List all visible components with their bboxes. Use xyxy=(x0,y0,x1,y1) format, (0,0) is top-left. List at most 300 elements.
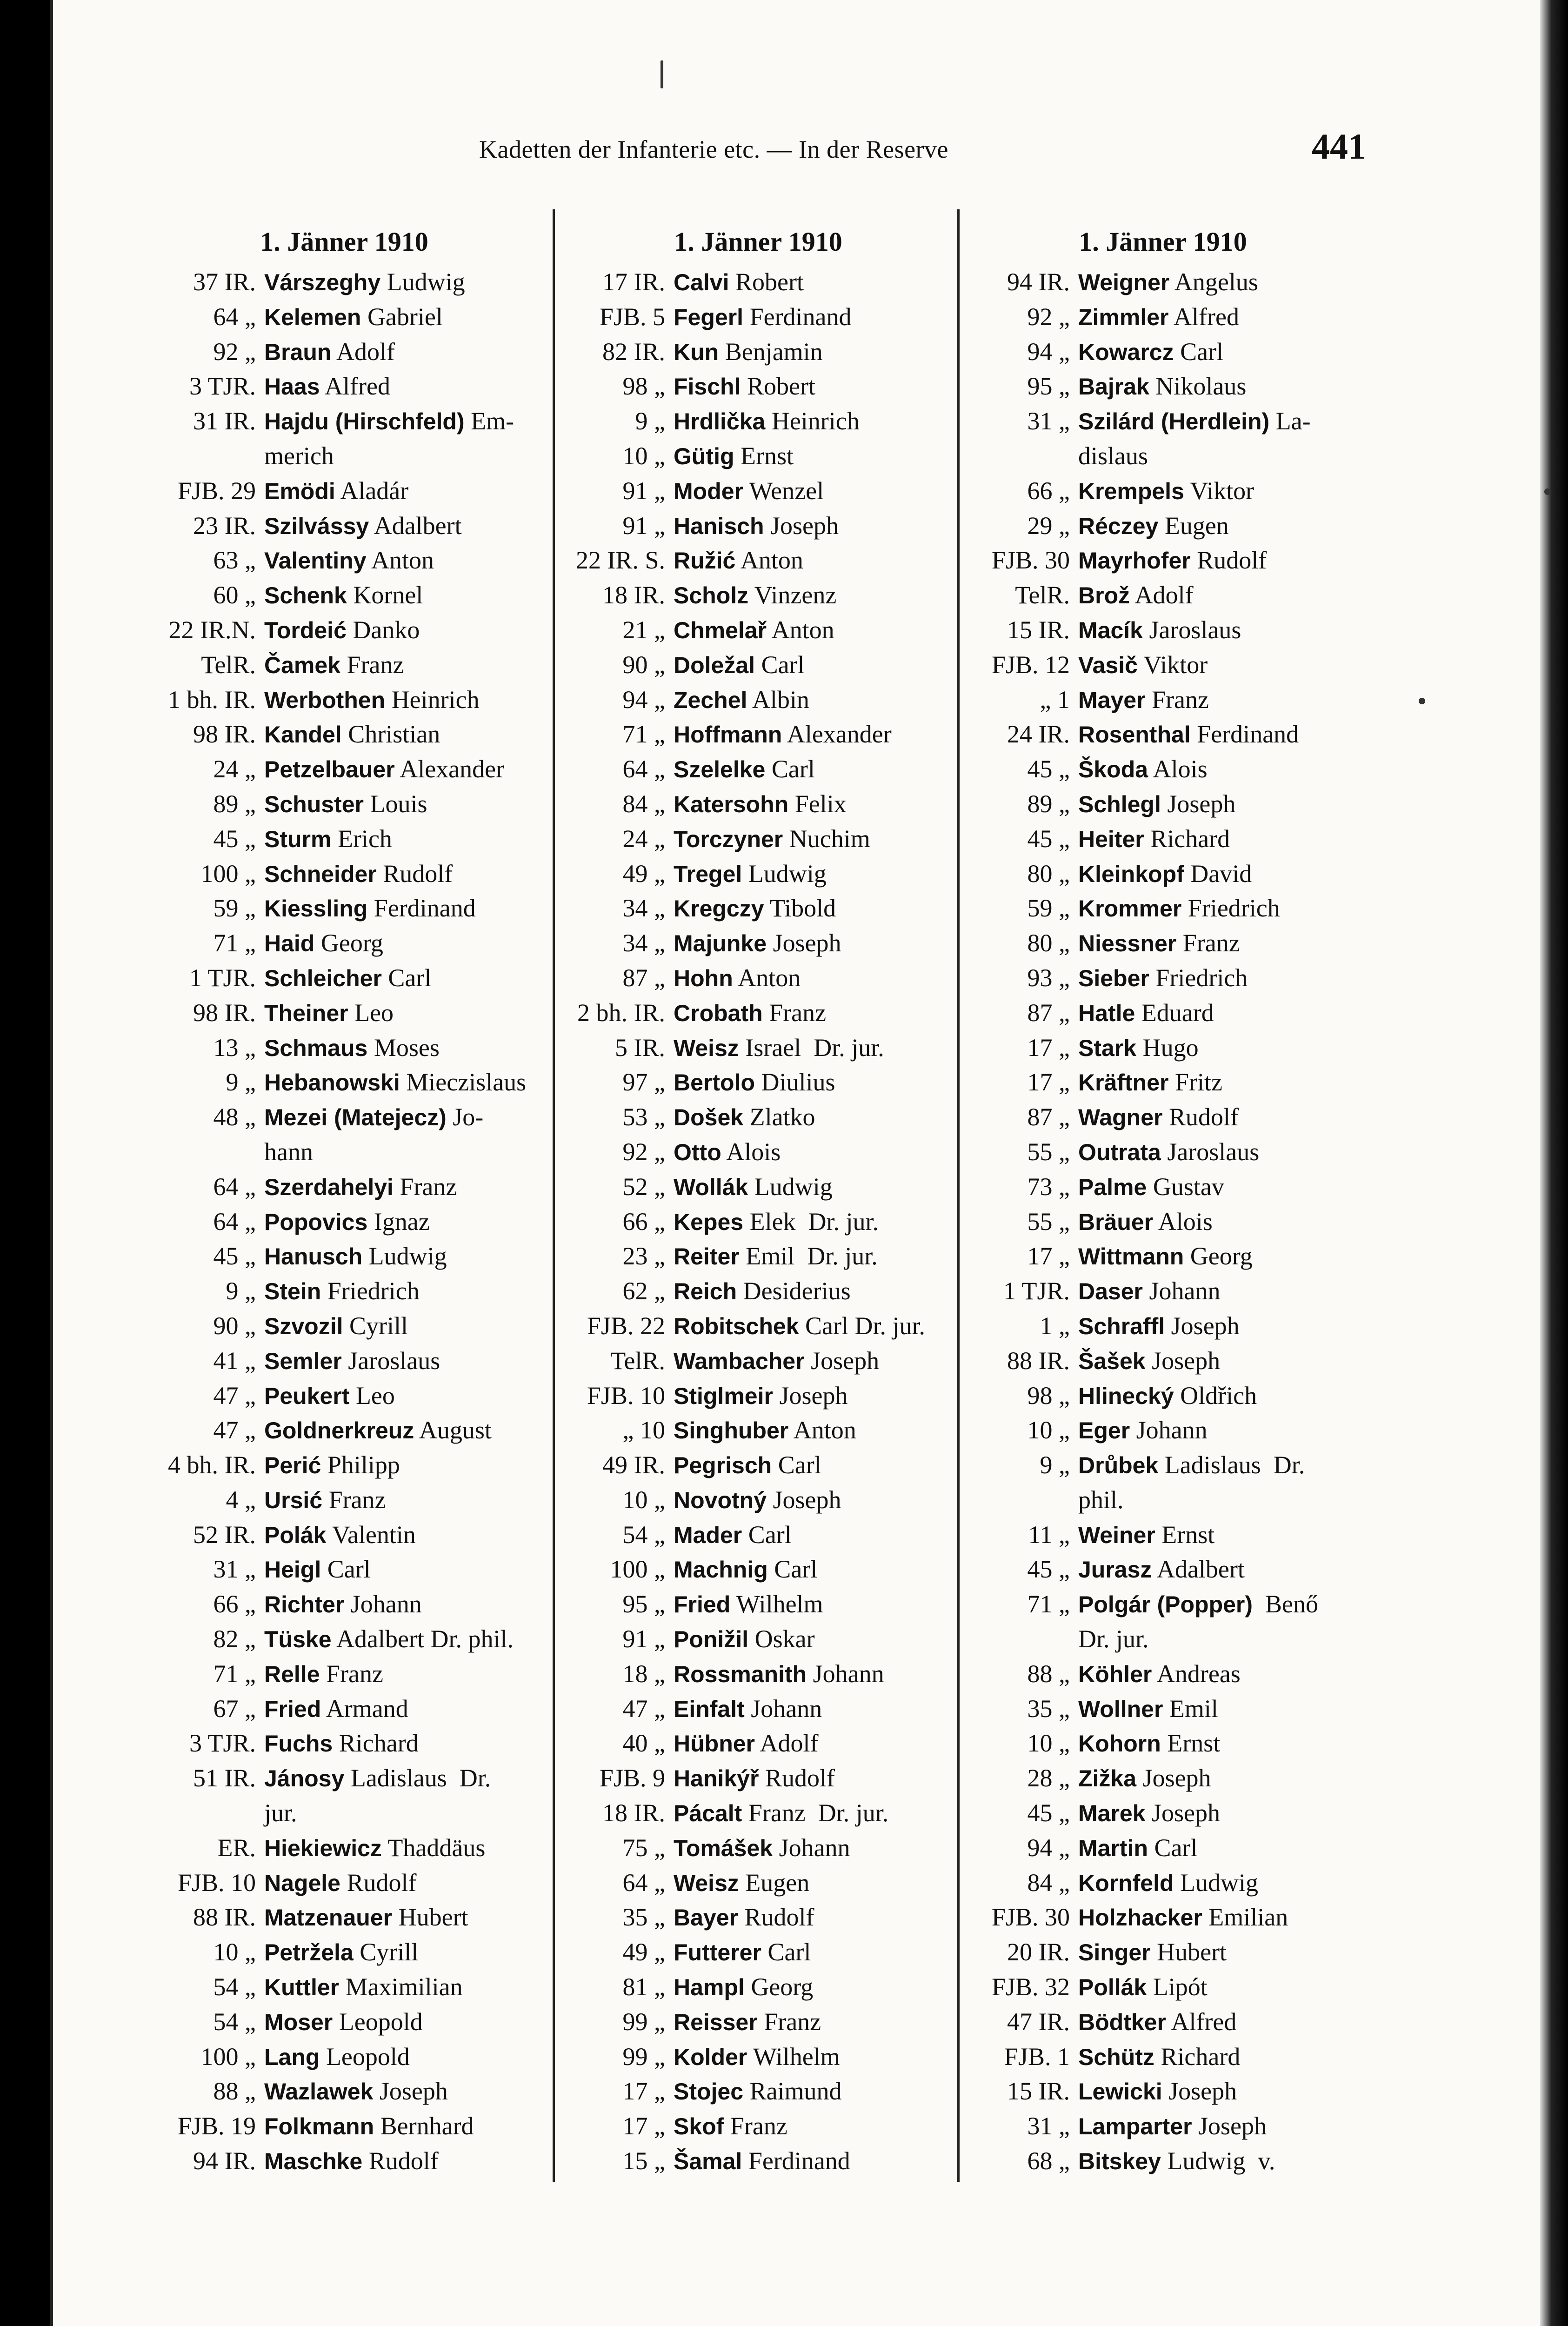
surname: Petzelbauer xyxy=(264,756,395,783)
person-name xyxy=(1078,891,1358,926)
given-name: Rudolf xyxy=(738,1903,814,1932)
column-1 xyxy=(153,219,535,2179)
regiment-label: 55 „ xyxy=(1027,1137,1070,1166)
list-item xyxy=(563,822,954,857)
regiment-label: 66 „ xyxy=(622,1207,665,1236)
regiment-label: 64 „ xyxy=(213,1207,256,1236)
regiment-label: 31 „ xyxy=(1027,407,1070,435)
given-name: Benő xyxy=(1253,1590,1319,1618)
person-name xyxy=(674,1761,954,1796)
list-item xyxy=(967,1379,1358,1414)
person-name xyxy=(264,1866,535,1901)
person-name xyxy=(264,265,535,300)
regiment-label: 31 IR. xyxy=(193,407,256,435)
surname: Moder xyxy=(674,478,743,504)
column-heading: 1. Jänner 1910 xyxy=(674,227,842,257)
surname: Popovics xyxy=(264,1209,368,1235)
given-name: Johann xyxy=(807,1659,884,1688)
list-item xyxy=(563,926,954,961)
given-name: Maximilian xyxy=(339,1973,463,2001)
person-name xyxy=(674,2109,954,2144)
person-name xyxy=(1078,1239,1358,1274)
given-name: Alexander xyxy=(394,755,505,783)
given-name: Eugen xyxy=(1158,511,1229,540)
list-item xyxy=(563,961,954,996)
given-name: Hugo xyxy=(1136,1033,1199,1062)
list-item xyxy=(967,1761,1358,1796)
person-name xyxy=(1078,404,1358,439)
person-name xyxy=(674,1970,954,2005)
person-name xyxy=(264,1135,535,1170)
person-name xyxy=(674,1622,954,1657)
surname: Richter xyxy=(264,1591,345,1618)
given-name: Benjamin xyxy=(719,337,823,366)
regiment-label: 17 IR. xyxy=(602,268,665,296)
list-item xyxy=(153,1065,535,1100)
person-name xyxy=(264,1100,535,1135)
person-name xyxy=(1078,1866,1358,1901)
list-item xyxy=(563,2109,954,2144)
regiment-label: 71 „ xyxy=(213,1659,256,1688)
regiment-label: 81 „ xyxy=(622,1973,665,2001)
person-name xyxy=(264,1935,535,1970)
list-item xyxy=(153,300,535,335)
given-name: Joseph xyxy=(1165,1311,1240,1340)
given-name: Alois xyxy=(1153,1207,1213,1236)
given-name: Erich xyxy=(331,824,392,853)
list-item xyxy=(967,578,1358,613)
person-name xyxy=(1078,1761,1358,1796)
list-item xyxy=(153,335,535,370)
list-item xyxy=(967,509,1358,544)
surname: Mayrhofer xyxy=(1078,548,1191,574)
list-item xyxy=(153,2144,535,2179)
person-name xyxy=(1078,1100,1358,1135)
regiment-label: 17 „ xyxy=(622,2112,665,2140)
given-name: Adolf xyxy=(1130,581,1194,609)
given-name: Felix xyxy=(788,789,847,818)
given-name: Franz xyxy=(320,1659,383,1688)
list-item xyxy=(563,1100,954,1135)
given-name: Hubert xyxy=(1150,1938,1227,1966)
person-name xyxy=(1078,474,1358,509)
surname: Schlegl xyxy=(1078,791,1161,817)
list-item xyxy=(967,787,1358,822)
scan-speck xyxy=(1419,698,1425,704)
list-item xyxy=(153,2074,535,2109)
list-item xyxy=(967,265,1358,300)
regiment-label: 59 „ xyxy=(213,894,256,922)
surname: Pegrisch xyxy=(674,1452,772,1479)
given-name: Rudolf xyxy=(376,859,453,888)
person-name xyxy=(674,683,954,718)
list-item xyxy=(153,1831,535,1866)
scan-speck xyxy=(661,60,663,88)
list-item xyxy=(153,996,535,1031)
person-name xyxy=(264,1239,535,1274)
regiment-label: 45 „ xyxy=(1027,824,1070,853)
list-item xyxy=(967,300,1358,335)
scan-speck xyxy=(1544,488,1551,495)
regiment-label: 92 „ xyxy=(1027,302,1070,331)
list-item xyxy=(563,1970,954,2005)
given-name: Ludwig xyxy=(748,1172,833,1201)
regiment-label: 28 „ xyxy=(1027,1764,1070,1792)
given-name: Alfred xyxy=(1166,2007,1237,2036)
given-name: Anton xyxy=(767,615,834,644)
surname: Petržela xyxy=(264,1939,354,1966)
list-item xyxy=(153,509,535,544)
regiment-label: 47 IR. xyxy=(1007,2007,1070,2036)
list-item xyxy=(967,996,1358,1031)
surname: Futterer xyxy=(674,1939,761,1966)
list-item xyxy=(563,1031,954,1066)
list-item xyxy=(153,439,535,474)
list-item xyxy=(967,648,1358,683)
surname: Ursić xyxy=(264,1487,323,1513)
regiment-label: TelR. xyxy=(1015,581,1070,609)
surname: Polák xyxy=(264,1522,327,1548)
given-name: Carl xyxy=(1148,1833,1198,1862)
surname: Goldnerkreuz xyxy=(264,1417,414,1444)
person-name xyxy=(674,1866,954,1901)
regiment-label: 13 „ xyxy=(213,1033,256,1062)
regiment-label: 20 IR. xyxy=(1007,1938,1070,1966)
scan-left-border xyxy=(0,0,51,2326)
surname: Tüske xyxy=(264,1626,332,1653)
surname: Stiglmeir xyxy=(674,1383,773,1409)
given-name: Anton xyxy=(733,963,801,992)
regiment-label: 98 „ xyxy=(1027,1381,1070,1410)
person-name xyxy=(264,300,535,335)
surname: Tordeić xyxy=(264,617,347,643)
regiment-label: 11 „ xyxy=(1028,1520,1070,1549)
list-item xyxy=(967,1483,1358,1518)
list-item xyxy=(563,509,954,544)
person-name xyxy=(1078,369,1358,404)
surname: Emödi xyxy=(264,478,335,504)
list-item xyxy=(153,1483,535,1518)
given-name: Ludwig xyxy=(380,268,465,296)
surname: Singer xyxy=(1078,1939,1151,1966)
list-item xyxy=(967,543,1358,578)
given-name: Richard xyxy=(333,1729,419,1758)
regiment-label: 88 IR. xyxy=(193,1903,256,1932)
given-name: Tibold xyxy=(764,894,836,922)
regiment-label: FJB. 32 xyxy=(991,1973,1070,2001)
given-name: Joseph xyxy=(1145,1346,1221,1375)
surname: Jurasz xyxy=(1078,1557,1152,1583)
list-item xyxy=(563,1483,954,1518)
list-item xyxy=(153,1761,535,1796)
surname: Skof xyxy=(674,2113,724,2140)
surname: Ponižil xyxy=(674,1626,749,1653)
running-header: Kadetten der Infanterie etc. — In der Reserve xyxy=(479,135,949,163)
surname: Kandel xyxy=(264,722,342,748)
surname: Kornfeld xyxy=(1078,1870,1174,1896)
person-name xyxy=(264,683,535,718)
list-item xyxy=(153,2109,535,2144)
surname: Szilvássy xyxy=(264,513,369,539)
surname: Bitskey xyxy=(1078,2148,1161,2175)
surname: Stein xyxy=(264,1278,321,1305)
list-item xyxy=(153,1587,535,1622)
surname: Wagner xyxy=(1078,1104,1163,1131)
list-item xyxy=(967,822,1358,857)
list-item xyxy=(563,1239,954,1274)
surname: Bajrak xyxy=(1078,374,1149,400)
regiment-label: 55 „ xyxy=(1027,1207,1070,1236)
given-name: David xyxy=(1184,859,1252,888)
regiment-label: 10 „ xyxy=(213,1938,256,1966)
regiment-label: 94 „ xyxy=(1027,1833,1070,1862)
person-name xyxy=(264,1831,535,1866)
person-name xyxy=(1078,822,1358,857)
list-item xyxy=(563,1761,954,1796)
surname: Zechel xyxy=(674,687,747,713)
person-name xyxy=(1078,996,1358,1031)
person-name xyxy=(264,1970,535,2005)
list-item xyxy=(563,2074,954,2109)
given-name: Oskar xyxy=(748,1625,815,1653)
person-name xyxy=(674,2144,954,2179)
given-name: Nikolaus xyxy=(1149,372,1247,401)
regiment-label: 99 „ xyxy=(622,2007,665,2036)
regiment-label: 94 IR. xyxy=(193,2147,256,2175)
surname: Fischl xyxy=(674,374,741,400)
person-name xyxy=(674,1448,954,1483)
surname: Hanusch xyxy=(264,1243,363,1270)
person-name xyxy=(264,1170,535,1205)
list-item xyxy=(967,2074,1358,2109)
given-name: Joseph xyxy=(1192,2112,1267,2140)
person-name xyxy=(674,857,954,892)
person-name xyxy=(264,335,535,370)
regiment-label: 91 „ xyxy=(622,511,665,540)
surname: Rossmanith xyxy=(674,1661,807,1687)
list-item xyxy=(563,717,954,752)
person-name xyxy=(674,1135,954,1170)
surname: Wittmann xyxy=(1078,1243,1184,1270)
given-name: Moses xyxy=(367,1033,440,1062)
list-item xyxy=(563,683,954,718)
given-name: Georg xyxy=(1184,1242,1253,1270)
list-item xyxy=(153,1796,535,1831)
regiment-label: 54 „ xyxy=(213,2007,256,2036)
regiment-label: 60 „ xyxy=(213,581,256,609)
regiment-label: 64 „ xyxy=(622,1868,665,1897)
list-item xyxy=(563,474,954,509)
surname: Čamek xyxy=(264,652,340,678)
list-item xyxy=(563,613,954,648)
person-name xyxy=(674,1657,954,1692)
person-name xyxy=(1078,2040,1358,2075)
surname: Fried xyxy=(674,1591,731,1618)
person-name xyxy=(1078,1448,1358,1483)
given-name: Joseph xyxy=(767,1485,841,1514)
given-name: Georg xyxy=(744,1973,814,2001)
regiment-label: 100 „ xyxy=(200,2042,256,2071)
given-name: Franz xyxy=(762,998,827,1027)
surname: Kregczy xyxy=(674,896,764,922)
surname: Wollák xyxy=(674,1174,748,1200)
surname: Lang xyxy=(264,2044,320,2070)
given-name: Lipót xyxy=(1147,1973,1208,2001)
regiment-label: 34 „ xyxy=(622,894,665,922)
list-item xyxy=(153,822,535,857)
person-name xyxy=(1078,1831,1358,1866)
given-name: Jaroslaus xyxy=(1161,1137,1260,1166)
surname: Weisz xyxy=(674,1870,739,1896)
given-name: La- xyxy=(1269,407,1311,435)
regiment-label: 23 IR. xyxy=(193,511,256,540)
regiment-label: 24 IR. xyxy=(1007,720,1070,749)
regiment-label: 97 „ xyxy=(622,1068,665,1096)
person-name xyxy=(674,961,954,996)
given-name: Em- xyxy=(464,407,514,435)
given-name: Carl xyxy=(772,1451,821,1479)
person-name xyxy=(1078,926,1358,961)
surname: Mader xyxy=(674,1522,742,1548)
person-name xyxy=(1078,265,1358,300)
surname: Szvozil xyxy=(264,1313,343,1339)
regiment-label: 87 „ xyxy=(1027,1103,1070,1131)
list-item xyxy=(153,1031,535,1066)
given-name: Heinrich xyxy=(765,407,860,435)
person-name xyxy=(264,1065,535,1100)
list-item xyxy=(563,300,954,335)
surname: Singhuber xyxy=(674,1417,789,1444)
given-name: Ladislaus Dr. xyxy=(344,1764,491,1792)
regiment-label: 47 „ xyxy=(213,1381,256,1410)
surname: Bertolo xyxy=(674,1069,755,1096)
given-name: Rudolf xyxy=(340,1868,417,1897)
person-name xyxy=(264,752,535,787)
list-item xyxy=(967,1031,1358,1066)
person-name xyxy=(1078,578,1358,613)
surname: Vasič xyxy=(1078,652,1138,678)
page-number: 441 xyxy=(1312,126,1366,167)
list-item xyxy=(563,1413,954,1448)
regiment-label: FJB. 9 xyxy=(599,1764,665,1792)
regiment-label: 93 „ xyxy=(1027,963,1070,992)
person-name xyxy=(674,2074,954,2109)
person-name xyxy=(674,1518,954,1553)
list-item xyxy=(967,1726,1358,1761)
list-item xyxy=(967,439,1358,474)
given-name: Christian xyxy=(341,720,440,749)
regiment-label: 9 „ xyxy=(226,1277,256,1305)
person-name xyxy=(674,1587,954,1622)
regiment-label: 62 „ xyxy=(622,1277,665,1305)
regiment-label: 45 „ xyxy=(1027,1799,1070,1827)
person-name xyxy=(1078,1170,1358,1205)
person-name xyxy=(1078,2144,1358,2179)
surname: Hrdlička xyxy=(674,408,766,435)
column-heading: 1. Jänner 1910 xyxy=(1079,227,1247,257)
surname: Weisz xyxy=(674,1035,739,1061)
regiment-label: FJB. 10 xyxy=(177,1868,256,1897)
regiment-label: 100 „ xyxy=(200,859,256,888)
given-name: Franz xyxy=(340,650,404,679)
surname: Lewicki xyxy=(1078,2079,1162,2105)
person-name xyxy=(674,2005,954,2040)
given-name: Oldřich xyxy=(1174,1381,1257,1410)
surname: Hiekiewicz xyxy=(264,1835,382,1861)
list-item xyxy=(153,1518,535,1553)
surname: Katersohn xyxy=(674,791,789,817)
list-item xyxy=(967,961,1358,996)
person-name xyxy=(674,1239,954,1274)
regiment-label: 31 „ xyxy=(213,1555,256,1584)
surname: Marek xyxy=(1078,1800,1146,1827)
list-item xyxy=(967,1170,1358,1205)
regiment-label: 92 „ xyxy=(622,1137,665,1166)
person-name xyxy=(264,926,535,961)
surname: Sturm xyxy=(264,826,332,852)
scan-right-border xyxy=(1540,0,1568,2326)
person-name xyxy=(674,891,954,926)
given-name: Joseph xyxy=(1136,1764,1211,1792)
surname: Szerdahelyi xyxy=(264,1174,394,1200)
given-name: Joseph xyxy=(1162,2077,1237,2105)
surname: Brož xyxy=(1078,582,1130,609)
surname: Mezei (Matejecz) xyxy=(264,1104,447,1131)
list-item xyxy=(153,1309,535,1344)
given-name: Ernst xyxy=(1161,1729,1221,1758)
surname: Outrata xyxy=(1078,1139,1161,1165)
list-item xyxy=(967,335,1358,370)
regiment-label: 71 „ xyxy=(622,720,665,749)
person-name xyxy=(264,1552,535,1587)
surname: Kuttler xyxy=(264,1974,340,2001)
surname: Zižka xyxy=(1078,1765,1137,1792)
regiment-label: 64 „ xyxy=(213,1172,256,1201)
regiment-label: 31 „ xyxy=(1027,2112,1070,2140)
regiment-label: 71 „ xyxy=(1027,1590,1070,1618)
person-name xyxy=(264,648,535,683)
surname: Tomášek xyxy=(674,1835,773,1861)
list-item xyxy=(563,265,954,300)
surname: Relle xyxy=(264,1661,320,1687)
surname: Eger xyxy=(1078,1417,1130,1444)
given-name: Eduard xyxy=(1135,998,1214,1027)
list-item xyxy=(563,1587,954,1622)
regiment-label: 49 „ xyxy=(622,1938,665,1966)
list-item xyxy=(153,1448,535,1483)
person-name xyxy=(264,474,535,509)
person-name xyxy=(264,1761,535,1796)
person-name xyxy=(264,857,535,892)
given-name: Zlatko xyxy=(743,1103,815,1131)
person-name xyxy=(264,961,535,996)
surname: Braun xyxy=(264,339,332,365)
list-item xyxy=(967,717,1358,752)
given-name: Joseph xyxy=(767,929,841,957)
regiment-label: TelR. xyxy=(201,650,256,679)
given-name: Leopold xyxy=(320,2042,410,2071)
given-name: Carl Dr. jur. xyxy=(799,1311,925,1340)
list-item xyxy=(153,1726,535,1761)
surname: Šamal xyxy=(674,2148,742,2175)
regiment-label: 3 TJR. xyxy=(189,1729,256,1758)
person-name xyxy=(1078,961,1358,996)
regiment-label: 10 „ xyxy=(1027,1416,1070,1444)
person-name xyxy=(1078,857,1358,892)
list-item xyxy=(563,439,954,474)
entry-list xyxy=(563,265,954,2179)
person-name xyxy=(674,822,954,857)
